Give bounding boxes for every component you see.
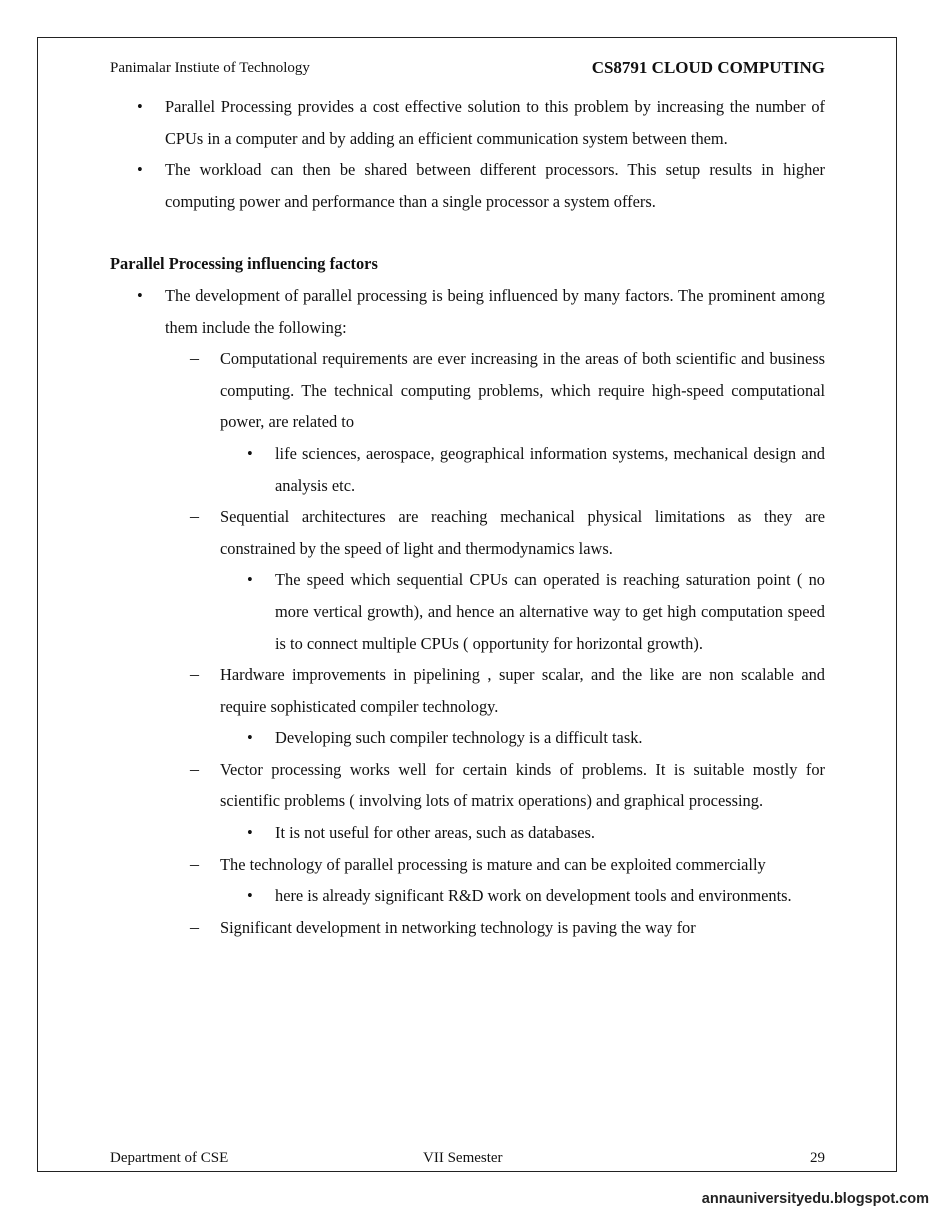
section-heading: Parallel Processing influencing factors — [110, 254, 378, 274]
footer-page-number: 29 — [810, 1150, 825, 1166]
factor-item — [110, 912, 825, 944]
factor-text: Vector processing works well for certain kinds of problems. It is suitable mostly for scientific problems ( involving lots of matrix operations) and graphical processing. — [220, 759, 825, 811]
sub-bullet-item — [110, 722, 825, 754]
bullet-marker: • — [247, 728, 253, 748]
header-institute: Panimalar Instiute of Technology — [110, 60, 310, 76]
sub-bullet-text: The speed which sequential CPUs can operated is reaching saturation point ( no more vertical growth), and hence an alternative way to get high computation speed is to connect multiple CPUs ( opportunity for horizontal growth). — [275, 570, 825, 653]
watermark-url: annauniversityedu.blogspot.com — [701, 1191, 929, 1207]
factor-item — [110, 659, 825, 722]
dash-marker: – — [190, 853, 199, 874]
bullet-marker: • — [137, 97, 143, 116]
page-content — [110, 91, 825, 943]
sub-bullet-item — [110, 817, 825, 849]
factor-text: Computational requirements are ever increasing in the areas of both scientific and business computing. The technical computing problems, which require high-speed computational power, are related to — [220, 349, 825, 432]
bullet-text: Parallel Processing provides a cost effective solution to this problem by increasing the number of CPUs in a computer and by adding an efficient communication system between them. — [165, 97, 825, 148]
bullet-marker: • — [247, 443, 253, 463]
factor-text: Sequential architectures are reaching mechanical physical limitations as they are constrained by the speed of light and thermodynamics laws. — [220, 507, 825, 558]
sub-bullet-item — [110, 438, 825, 501]
factor-item — [110, 501, 825, 564]
sub-bullet-text: here is already significant R&D work on development tools and environments. — [275, 886, 792, 906]
bullet-item — [110, 91, 825, 154]
bullet-marker: • — [137, 285, 143, 305]
sub-bullet-item — [110, 880, 825, 912]
bullet-item — [110, 280, 825, 343]
factor-text: The technology of parallel processing is mature and can be exploited commercially — [220, 854, 766, 874]
factor-text: Hardware improvements in pipelining , super scalar, and the like are non scalable and require sophisticated compiler technology. — [220, 665, 825, 716]
dash-marker: – — [190, 758, 199, 779]
bullet-item — [110, 154, 825, 217]
bullet-marker: • — [247, 570, 253, 590]
factor-item — [110, 343, 825, 438]
factor-item — [110, 849, 825, 881]
sub-bullet-text: Developing such compiler technology is a difficult task. — [275, 728, 643, 748]
dash-marker: – — [190, 506, 199, 527]
footer-semester: VII Semester — [423, 1150, 503, 1166]
bullet-text: The workload can then be shared between different processors. This setup results in higher computing power and performance than a single processor a system offers. — [165, 160, 825, 211]
dash-marker: – — [190, 348, 199, 369]
bullet-marker: • — [247, 886, 253, 906]
sub-bullet-item — [110, 564, 825, 659]
dash-marker: – — [190, 664, 199, 685]
bullet-text: The development of parallel processing is being influenced by many factors. The prominent among them include the following: — [165, 285, 825, 337]
factor-item — [110, 754, 825, 817]
bullet-marker: • — [247, 823, 253, 843]
header-course-title: CS8791 CLOUD COMPUTING — [591, 58, 825, 77]
sub-bullet-text: life sciences, aerospace, geographical information systems, mechanical design and analysis etc. — [275, 443, 825, 495]
factor-text: Significant development in networking technology is paving the way for — [220, 917, 696, 937]
dash-marker: – — [190, 916, 199, 937]
sub-bullet-text: It is not useful for other areas, such as databases. — [275, 823, 595, 843]
bullet-marker: • — [137, 160, 143, 180]
footer-department: Department of CSE — [110, 1150, 229, 1166]
